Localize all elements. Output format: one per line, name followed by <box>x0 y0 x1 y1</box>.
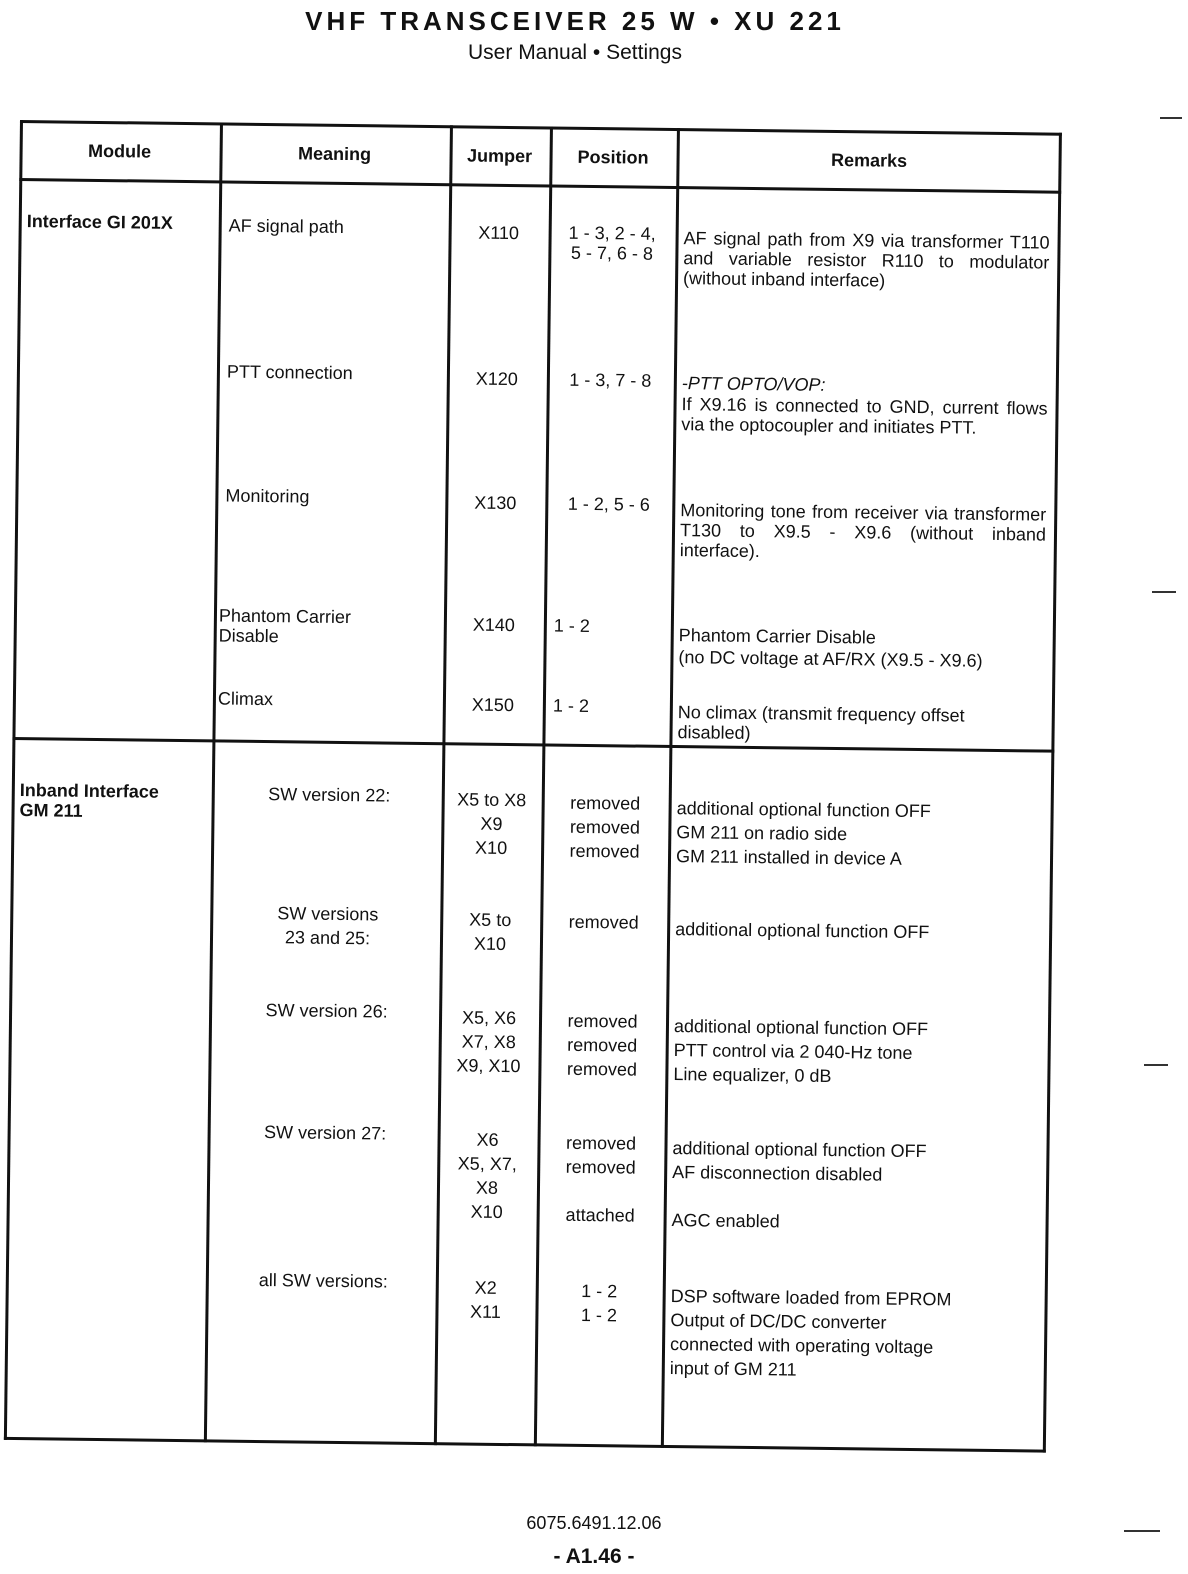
column-divider-4 <box>661 128 680 1448</box>
header-meaning: Meaning <box>297 143 372 165</box>
module-inband-interface-gm211: Inband Interface GM 211 <box>19 780 159 821</box>
table-border-right <box>1043 133 1062 1453</box>
remarks-all-sw: DSP software loaded from EPROM Output of DC/DC converter connected with operating voltage input of GM 211 <box>669 1286 952 1380</box>
remarks-climax: No climax (transmit frequency offset disabled) <box>677 702 965 743</box>
column-divider-3 <box>534 126 553 1446</box>
margin-mark <box>1160 117 1182 119</box>
jumper-x140: X140 <box>472 614 516 636</box>
meaning-climax: Climax <box>217 688 274 710</box>
header-remarks: Remarks <box>830 149 908 171</box>
position-x140: 1 - 2 <box>553 615 591 636</box>
meaning-phantom-carrier: Phantom Carrier Disable <box>218 605 352 647</box>
remarks-sw23-25: additional optional function OFF <box>675 919 930 943</box>
position-x110: 1 - 3, 2 - 4, 5 - 7, 6 - 8 <box>568 222 656 264</box>
page-subtitle: User Manual • Settings <box>468 41 682 64</box>
position-sw23-25: removed <box>568 911 639 933</box>
table-border-bottom <box>4 1437 1046 1453</box>
header-separator <box>19 178 1061 194</box>
jumper-x110: X110 <box>478 222 520 244</box>
position-all-sw: 1 - 2 1 - 2 <box>580 1280 618 1326</box>
page-title: VHF TRANSCEIVER 25 W • XU 221 <box>305 6 845 36</box>
position-sw22: removed removed removed <box>569 792 641 862</box>
position-sw26: removed removed removed <box>566 1010 638 1080</box>
module-interface-gi-201x: Interface GI 201X <box>26 211 173 233</box>
position-x130: 1 - 2, 5 - 6 <box>567 493 650 515</box>
position-sw27: removed removed attached <box>565 1132 637 1226</box>
jumper-all-sw: X2 X11 <box>469 1277 501 1322</box>
meaning-monitoring: Monitoring <box>225 485 310 507</box>
jumper-x150: X150 <box>471 694 515 716</box>
meaning-sw-version-26: SW version 26: <box>265 1000 388 1022</box>
remarks-ptt-title: -PTT OPTO/VOP: <box>681 373 826 395</box>
header-jumper: Jumper <box>466 145 533 167</box>
jumper-sw27: X6 X5, X7, X8 X10 <box>457 1129 517 1222</box>
remarks-af-signal-path: AF signal path from X9 via transformer T110 and variable resistor R110 to modulator (without inband interface) <box>682 228 1050 291</box>
header-module: Module <box>88 140 152 162</box>
meaning-all-sw-versions: all SW versions: <box>258 1270 388 1292</box>
meaning-sw-version-27: SW version 27: <box>264 1122 387 1144</box>
meaning-ptt-connection: PTT connection <box>226 361 353 384</box>
meaning-sw-version-22: SW version 22: <box>268 784 391 806</box>
jumper-x130: X130 <box>474 492 517 514</box>
meaning-sw-versions-23-25: SW versions 23 and 25: <box>277 903 379 949</box>
position-x150: 1 - 2 <box>552 695 590 716</box>
position-x120: 1 - 3, 7 - 8 <box>569 369 652 391</box>
meaning-af-signal-path: AF signal path <box>228 215 344 237</box>
table-border-top <box>20 120 1062 136</box>
header-position: Position <box>577 146 649 168</box>
remarks-sw27: additional optional function OFF AF disconnection disabled AGC enabled <box>671 1138 927 1232</box>
remarks-phantom-carrier: Phantom Carrier Disable (no DC voltage at AF/RX (X9.5 - X9.6) <box>678 625 983 671</box>
remarks-monitoring: Monitoring tone from receiver via transformer T130 to X9.5 - X9.6 (without inband interface). <box>679 500 1047 562</box>
margin-mark <box>1144 1064 1168 1066</box>
settings-table <box>4 120 1062 1453</box>
jumper-sw26: X5, X6 X7, X8 X9, X10 <box>456 1007 521 1077</box>
jumper-sw22: X5 to X8 X9 X10 <box>457 789 527 859</box>
document-number: 6075.6491.12.06 <box>526 1513 662 1533</box>
page-number: - A1.46 - <box>553 1545 635 1568</box>
remarks-ptt-connection: If X9.16 is connected to GND, current flows via the optocoupler and initiates PTT. <box>681 394 1048 438</box>
remarks-sw26: additional optional function OFF PTT control via 2 040-Hz tone Line equalizer, 0 dB <box>673 1016 929 1086</box>
remarks-sw22: additional optional function OFF GM 211 on radio side GM 211 installed in device A <box>675 798 931 869</box>
margin-mark <box>1152 591 1176 593</box>
jumper-x120: X120 <box>475 368 519 390</box>
jumper-sw23-25: X5 to X10 <box>469 909 512 954</box>
